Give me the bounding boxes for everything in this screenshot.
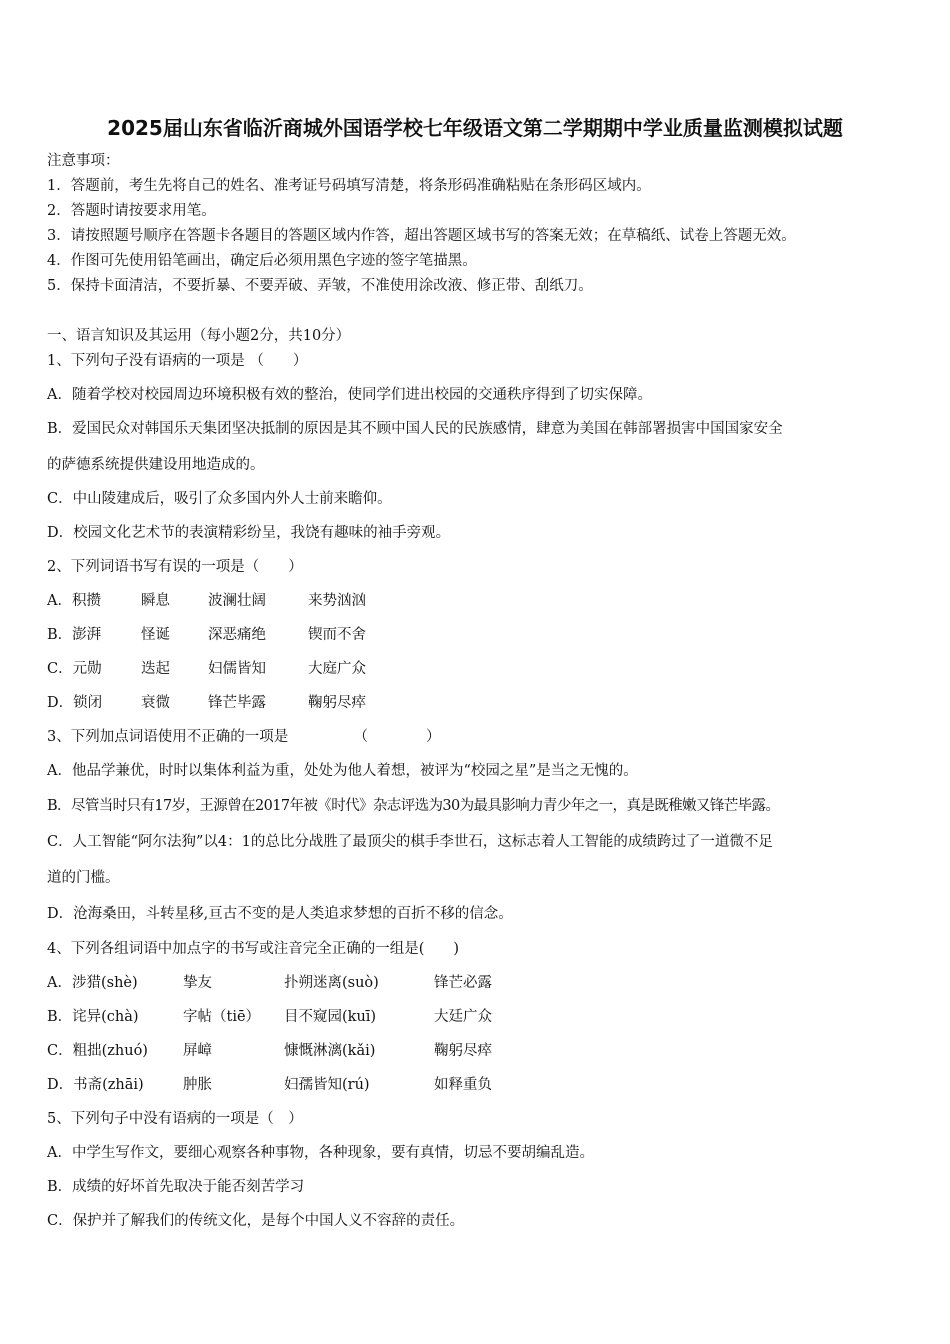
q2-a-word-1: A．积攒 <box>47 593 101 609</box>
section-heading: 一、语言知识及其运用（每小题2分，共10分） <box>47 328 351 344</box>
q2-stem: 2、下列词语书写有误的一项是（ ） <box>47 559 303 575</box>
q3-stem: 3、下列加点词语使用不正确的一项是 （ ） <box>47 729 441 745</box>
notice-item-1: 1．答题前，考生先将自己的姓名、准考证号码填写清楚，将条形码准确粘贴在条形码区域内。 <box>47 178 651 194</box>
q4-c-word-1: C．粗拙(zhuó) <box>47 1043 148 1059</box>
notice-heading: 注意事项： <box>47 153 120 169</box>
q2-d-word-2: 衰微 <box>141 695 170 711</box>
q3-option-b: B．尽管当时只有17岁，王源曾在2017年被《时代》杂志评选为30为最具影响力青少年之一，真是既稚嫩又锋芒毕露。 <box>47 798 780 814</box>
q2-d-word-4: 鞠躬尽瘁 <box>308 695 366 711</box>
page-title: 2025届山东省临沂商城外国语学校七年级语文第二学期期中学业质量监测模拟试题 <box>107 116 843 140</box>
q4-c-word-2: 屏嶂 <box>183 1043 212 1059</box>
q4-d-word-1: D．书斋(zhāi) <box>47 1077 144 1093</box>
q2-c-word-1: C．元勋 <box>47 661 102 677</box>
q4-c-word-4: 鞠躬尽瘁 <box>434 1043 492 1059</box>
q5-option-c: C．保护并了解我们的传统文化，是每个中国人义不容辞的责任。 <box>47 1213 465 1229</box>
q4-a-word-1: A．涉猎(shè) <box>47 975 138 991</box>
q4-d-word-3: 妇孺皆知(rú) <box>284 1077 370 1093</box>
q2-b-word-4: 锲而不舍 <box>308 627 366 643</box>
q2-c-word-3: 妇儒皆知 <box>208 661 266 677</box>
q2-b-word-1: B．澎湃 <box>47 627 102 643</box>
notice-item-2: 2．答题时请按要求用笔。 <box>47 203 216 219</box>
q1-option-c: C．中山陵建成后，吸引了众多国内外人士前来瞻仰。 <box>47 491 392 507</box>
notice-item-5: 5．保持卡面清洁，不要折暴、不要弄破、弄皱，不准使用涂改液、修正带、刮纸刀。 <box>47 278 593 294</box>
q1-option-b-line2: 的萨德系统提供建设用地造成的。 <box>47 457 265 473</box>
q4-stem: 4、下列各组词语中加点字的书写或注音完全正确的一组是( ) <box>47 941 460 957</box>
q2-b-word-3: 深恶痛绝 <box>208 627 266 643</box>
q3-option-c-line2: 道的门槛。 <box>47 870 120 886</box>
q2-d-word-3: 锋芒毕露 <box>208 695 266 711</box>
q2-d-word-1: D．锁闭 <box>47 695 103 711</box>
q3-option-c-line1: C．人工智能“阿尔法狗”以4：1的总比分战胜了最顶尖的棋手李世石，这标志着人工智能的成绩跨过了一道微不足 <box>47 834 773 850</box>
q2-a-word-2: 瞬息 <box>141 593 170 609</box>
q4-d-word-2: 肿胀 <box>183 1077 212 1093</box>
q4-b-word-3: 目不窥园(kuī) <box>284 1009 377 1025</box>
q4-b-word-1: B．诧异(chà) <box>47 1009 139 1025</box>
q2-a-word-3: 波澜壮阔 <box>208 593 266 609</box>
q4-d-word-4: 如释重负 <box>434 1077 492 1093</box>
q1-option-b-line1: B．爱国民众对韩国乐天集团坚决抵制的原因是其不顾中国人民的民族感情，肆意为美国在韩部署损害中国国家安全 <box>47 421 783 437</box>
q4-b-word-2: 字帖（tiē） <box>183 1009 261 1025</box>
q2-c-word-4: 大庭广众 <box>308 661 366 677</box>
q2-a-word-4: 来势汹汹 <box>308 593 366 609</box>
q4-c-word-3: 慷慨淋漓(kǎi) <box>284 1043 376 1059</box>
notice-item-4: 4．作图可先使用铅笔画出，确定后必须用黑色字迹的签字笔描黑。 <box>47 253 477 269</box>
q4-b-word-4: 大廷广众 <box>434 1009 492 1025</box>
q2-c-word-2: 迭起 <box>141 661 170 677</box>
q4-a-word-2: 挚友 <box>183 975 212 991</box>
q5-stem: 5、下列句子中没有语病的一项是（ ） <box>47 1111 303 1127</box>
q3-option-a: A．他品学兼优，时时以集体利益为重，处处为他人着想，被评为“校园之星”是当之无愧的。 <box>47 763 638 779</box>
notice-item-3: 3．请按照题号顺序在答题卡各题目的答题区域内作答，超出答题区域书写的答案无效；在草稿纸、试卷上答题无效。 <box>47 228 796 244</box>
q5-option-b: B．成绩的好坏首先取决于能否刻苦学习 <box>47 1179 305 1195</box>
q4-a-word-3: 扑朔迷离(suò) <box>284 975 379 991</box>
q5-option-a: A．中学生写作文，要细心观察各种事物，各种现象，要有真情，切忌不要胡编乱造。 <box>47 1145 594 1161</box>
q1-stem: 1、下列句子没有语病的一项是 （ ） <box>47 353 308 369</box>
q3-option-d: D．沧海桑田，斗转星移,亘古不变的是人类追求梦想的百折不移的信念。 <box>47 906 513 922</box>
q2-b-word-2: 怪诞 <box>141 627 170 643</box>
q1-option-a: A．随着学校对校园周边环境积极有效的整治，使同学们进出校园的交通秩序得到了切实保障。 <box>47 387 652 403</box>
q1-option-d: D．校园文化艺术节的表演精彩纷呈，我饶有趣味的袖手旁观。 <box>47 525 451 541</box>
q4-a-word-4: 锋芒必露 <box>434 975 492 991</box>
